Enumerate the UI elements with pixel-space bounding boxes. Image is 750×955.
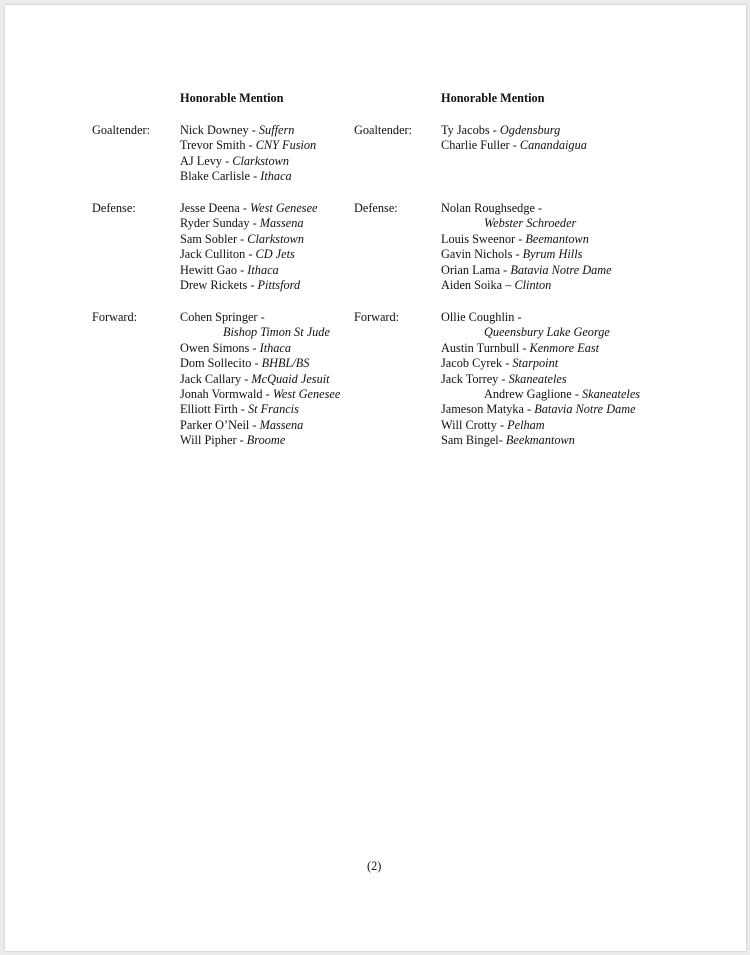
player-name: Jack Callary [180,371,242,386]
left-defense-list [180,201,318,293]
list-item [180,325,340,340]
team-name: Clarkstown [247,231,305,246]
team-name: Massena [259,216,304,231]
player-name: Parker O’Neil [180,417,250,432]
player-name: Jack Culliton [180,247,246,262]
team-name: Kenmore East [529,340,600,355]
team-name: Beemantown [525,231,589,246]
player-name: Nick Downey [180,123,249,137]
player-name: Austin Turnbull [441,340,520,355]
team-name: Broome [246,433,286,448]
player-name: Sam Bingel [441,433,499,448]
team-name: Skaneateles [582,386,641,401]
team-name: Suffern [258,123,295,137]
player-name: Nolan Roughsedge [441,201,535,215]
list-item: Elliott Firth - St Francis [180,402,299,417]
left-goaltender-label: Goaltender: [92,123,151,137]
team-name: Byrum Hills [522,247,583,262]
list-item: Will Pipher - Broome [180,433,286,448]
team-name: McQuaid Jesuit [251,371,330,386]
list-item: Nolan Roughsedge - [441,201,543,215]
document-page [5,5,746,951]
left-forward-list [180,310,340,449]
list-item: Nick Downey - Suffern [180,123,295,137]
right-goaltender-label: Goaltender: [354,123,413,137]
player-name: Elliott Firth [180,402,238,417]
left-forward-label: Forward: [92,310,138,324]
list-item: Orian Lama - Batavia Notre Dame [441,262,612,277]
right-column-header: Honorable Mention [441,91,545,105]
player-name: Sam Sobler [180,231,238,246]
team-name: St Francis [247,402,299,417]
list-item: Drew Rickets - Pittsford [180,277,301,292]
player-name: Will Pipher [180,433,237,448]
team-name: Canandaigua [519,138,587,153]
player-name: Aiden Soika [441,277,503,292]
team-name: Clinton [514,277,552,292]
list-item: Jameson Matyka - Batavia Notre Dame [441,402,636,417]
list-item [441,325,640,340]
team-name: Pelham [507,417,545,432]
list-item: Ty Jacobs - Ogdensburg [441,123,561,137]
list-item: Trevor Smith - CNY Fusion [180,138,317,153]
right-defense-list [441,201,612,293]
list-item: Sam Sobler - Clarkstown [180,231,305,246]
list-item: Gavin Nichols - Byrum Hills [441,247,583,262]
list-item: Will Crotty - Pelham [441,417,545,432]
list-item: Blake Carlisle - Ithaca [180,169,292,184]
list-item: Dom Sollecito - BHBL/BS [180,356,310,371]
team-name: Skaneateles [508,371,567,386]
player-name: Blake Carlisle [180,169,251,184]
team-name: Pittsford [257,277,301,292]
list-item: Parker O’Neil - Massena [180,417,304,432]
player-name: Jack Torrey [441,371,499,386]
list-item: Louis Sweenor - Beemantown [441,231,589,246]
page-number: (2) [367,859,382,873]
list-item: Jesse Deena - West Genesee [180,201,318,215]
list-item: Owen Simons - Ithaca [180,340,292,355]
player-name: Jonah Vormwald [180,386,263,401]
player-name: AJ Levy [180,153,223,168]
team-name: Clarkstown [232,153,289,168]
player-name: Charlie Fuller [441,138,510,153]
team-name: BHBL/BS [261,356,310,371]
player-name: Andrew Gaglione [484,386,572,401]
team-name: Webster Schroeder [484,216,577,231]
team-name: Ithaca [247,262,279,277]
player-name: Cohen Springer [180,310,258,324]
list-item: Charlie Fuller - Canandaigua [441,138,587,153]
right-defense-label: Defense: [354,201,398,215]
list-item: Ollie Coughlin - [441,310,522,324]
left-goaltender-list [180,123,316,185]
team-name: West Genesee [272,386,341,401]
list-item: Jacob Cyrek - Starpoint [441,356,559,371]
player-name: Ryder Sunday [180,216,250,231]
player-name: Orian Lama [441,262,501,277]
list-item: AJ Levy - Clarkstown [180,153,289,168]
left-defense-label: Defense: [92,201,136,215]
team-name: CNY Fusion [255,138,317,153]
player-name: Owen Simons [180,340,250,355]
list-item: Jack Torrey - Skaneateles [441,371,567,386]
team-name: Batavia Notre Dame [510,262,612,277]
team-name: Ogdensburg [499,123,561,137]
player-name: Gavin Nichols [441,247,513,262]
player-name: Ty Jacobs [441,123,490,137]
list-item: Sam Bingel- Beekmantown [441,433,575,448]
list-item: Jack Callary - McQuaid Jesuit [180,371,330,386]
list-item: Hewitt Gao - Ithaca [180,262,279,277]
team-name: Ithaca [260,169,292,184]
player-name: Will Crotty [441,417,497,432]
team-name: Massena [259,417,304,432]
player-name: Ollie Coughlin [441,310,515,324]
team-name: Beekmantown [505,433,575,448]
player-name: Trevor Smith [180,138,246,153]
list-item [441,216,612,231]
team-name: Bishop Timon St Jude [223,325,330,340]
list-item: Andrew Gaglione - Skaneateles [484,386,641,401]
list-item: Aiden Soika – Clinton [441,277,552,292]
list-item: Cohen Springer - [180,310,265,324]
team-name: West Genesee [250,201,318,215]
team-name: CD Jets [255,247,295,262]
right-goaltender-list [441,123,587,154]
player-name: Jameson Matyka [441,402,524,417]
right-forward-list [441,310,640,449]
list-item: Jack Culliton - CD Jets [180,247,295,262]
team-name: Queensbury Lake George [484,325,610,340]
list-item: Austin Turnbull - Kenmore East [441,340,600,355]
right-forward-label: Forward: [354,310,400,324]
player-name: Jesse Deena [180,201,240,215]
player-name: Jacob Cyrek [441,356,503,371]
player-name: Drew Rickets [180,277,248,292]
team-name: Batavia Notre Dame [534,402,636,417]
list-item: Ryder Sunday - Massena [180,216,304,231]
list-item: Jonah Vormwald - West Genesee [180,386,341,401]
player-name: Louis Sweenor [441,231,516,246]
team-name: Starpoint [512,356,559,371]
left-column-header: Honorable Mention [180,91,284,105]
player-name: Hewitt Gao [180,262,238,277]
team-name: Ithaca [259,340,292,355]
player-name: Dom Sollecito [180,356,252,371]
